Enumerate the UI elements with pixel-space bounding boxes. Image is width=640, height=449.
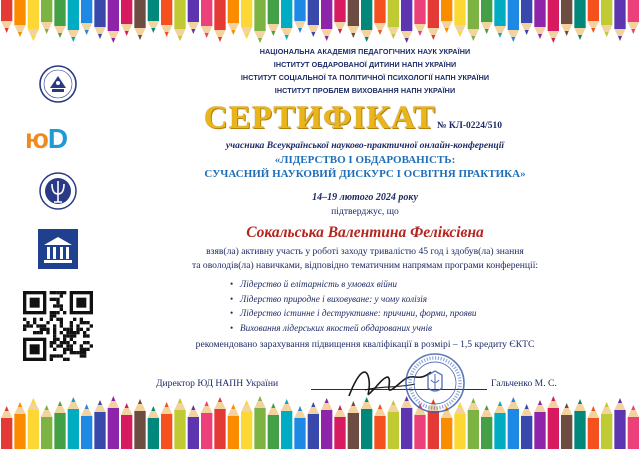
certificate-number: № КЛ-0224/510: [437, 121, 502, 131]
pencil-shape: [574, 0, 585, 40]
pencil-shape: [614, 398, 625, 449]
pencil-shape: [94, 400, 105, 449]
topics-list: [230, 277, 476, 335]
pencil-shape: [574, 399, 585, 449]
pencil-shape: [414, 0, 425, 36]
pencil-shape: [468, 0, 479, 41]
qr-code-icon[interactable]: [23, 291, 93, 366]
pencil-shape: [281, 399, 292, 449]
pencil-shape: [334, 0, 345, 34]
bullet-icon: •: [230, 279, 234, 289]
pencil-shape: [134, 0, 145, 40]
bullet-icon: •: [230, 293, 234, 304]
pencil-shape: [521, 0, 532, 35]
pencil-shape: [214, 397, 225, 449]
pencil-shape: [628, 0, 639, 34]
recipient-name: Сокальська Валентина Феліксівна: [246, 224, 484, 241]
pencil-shape: [601, 0, 612, 37]
organization-line: ІНСТИТУТ СОЦІАЛЬНОЇ ТА ПОЛІТИЧНОЇ ПСИХОЛОГІЇ НАПН УКРАЇНИ: [240, 73, 490, 82]
pencil-shape: [601, 402, 612, 449]
pencil-shape: [241, 0, 252, 39]
pencil-shape: [374, 404, 385, 449]
pencil-shape: [254, 396, 265, 449]
pencil-border-top: [0, 0, 640, 48]
pencil-shape: [134, 399, 145, 449]
pencil-shape: [508, 0, 519, 42]
pencil-shape: [214, 0, 225, 42]
pencil-shape: [454, 0, 465, 37]
pencil-shape: [228, 404, 239, 449]
pencil-shape: [121, 403, 132, 449]
pencil-shape: [28, 0, 39, 41]
pencil-shape: [308, 402, 319, 449]
pencil-shape: [388, 0, 399, 39]
pencil-shape: [481, 405, 492, 449]
official-stamp-icon: [404, 352, 466, 419]
conference-title-line-1: «ЛІДЕРСТВО І ОБДАРОВАНІСТЬ:: [274, 154, 456, 166]
pencil-shape: [481, 0, 492, 34]
pencil-shape: [401, 0, 412, 43]
pencil-shape: [294, 406, 305, 449]
pencil-shape: [494, 0, 505, 38]
pencil-border-bottom: [0, 391, 640, 449]
pencil-shape: [294, 0, 305, 33]
pencil-shape: [588, 0, 599, 33]
pencil-shape: [121, 0, 132, 36]
pencil-shape: [188, 405, 199, 449]
pencil-shape: [1, 406, 12, 449]
pencil-shape: [254, 0, 265, 43]
pencil-shape: [28, 398, 39, 449]
pencil-shape: [81, 404, 92, 449]
pencil-shape: [561, 0, 572, 36]
pencil-shape: [41, 405, 52, 449]
pencil-shape: [108, 0, 119, 43]
pencil-shape: [81, 0, 92, 35]
pencil-shape: [614, 0, 625, 41]
institute-building-icon: [38, 229, 78, 274]
pencil-shape: [281, 0, 292, 40]
pencil-shape: [201, 401, 212, 449]
confirms-text: підтверджує, що: [331, 206, 399, 217]
pencil-shape: [441, 0, 452, 33]
recommendation-text: рекомендовано зарахування підвищення кваліфікації в розмірі – 1,5 кредиту ЄКТС: [195, 339, 535, 350]
organization-line: ІНСТИТУТ ОБДАРОВАНОЇ ДИТИНИ НАПН УКРАЇНИ: [273, 60, 457, 69]
pencil-shape: [334, 405, 345, 449]
psi-logo-icon: [38, 169, 78, 218]
bullet-icon: •: [230, 308, 234, 319]
iod-logo-icon: юD: [25, 123, 68, 154]
organization-line: ІНСТИТУТ ПРОБЛЕМ ВИХОВАННЯ НАПН УКРАЇНИ: [274, 86, 456, 95]
pencil-shape: [628, 405, 639, 449]
pencil-shape: [534, 400, 545, 449]
conference-title-line-2: СУЧАСНИЙ НАУКОВИЙ ДИСКУРС І ОСВІТНЯ ПРАКТИКА»: [204, 168, 526, 180]
bullet-icon: •: [230, 322, 234, 333]
pencil-shape: [468, 398, 479, 449]
pencil-shape: [148, 406, 159, 449]
topic-label: Лідерство природне і виховуване: у чому колізія: [240, 293, 428, 304]
pencil-shape: [348, 0, 359, 38]
pencil-shape: [508, 397, 519, 449]
organization-line: НАЦІОНАЛЬНА АКАДЕМІЯ ПЕДАГОГІЧНИХ НАУК УКРАЇНИ: [259, 47, 471, 56]
pencil-shape: [561, 403, 572, 449]
pencil-shape: [374, 0, 385, 35]
pencil-shape: [321, 398, 332, 449]
pencil-shape: [494, 401, 505, 449]
participant-line: учасника Всеукраїнської науково-практичної онлайн-конференції: [225, 140, 505, 151]
pencil-shape: [108, 396, 119, 449]
topic-item: [230, 321, 476, 336]
pencil-shape: [228, 0, 239, 35]
pencil-shape: [548, 0, 559, 43]
body-text-line-1: взяв(ла) активну участь у роботі заходу тривалістю 45 год і здобув(ла) знання: [206, 246, 524, 257]
pencil-shape: [188, 0, 199, 34]
pencil-shape: [94, 0, 105, 39]
pencil-shape: [268, 403, 279, 449]
pencil-shape: [14, 0, 25, 37]
conference-dates: 14–19 лютого 2024 року: [312, 192, 418, 203]
body-text-line-2: та оволодів(ла) навичками, відповідно тематичним напрямам програми конференції:: [191, 260, 539, 271]
pencil-shape: [428, 0, 439, 40]
certificate-title: СЕРТИФІКАТ: [203, 100, 437, 136]
pencil-shape: [521, 404, 532, 449]
topic-item: [230, 277, 476, 292]
pencil-shape: [588, 406, 599, 449]
signatory-title: Директор ЮД НАПН України: [156, 378, 279, 389]
pencil-shape: [68, 397, 79, 449]
napn-logo-icon: [38, 64, 78, 109]
pencil-shape: [161, 402, 172, 449]
pencil-shape: [54, 0, 65, 38]
topic-label: Виховання лідерських якостей обдарованих учнів: [240, 322, 432, 333]
signatory-name: Гальченко М. С.: [491, 378, 557, 389]
pencil-shape: [14, 402, 25, 449]
topic-label: Лідерство й елітарність в умовах війни: [240, 279, 397, 289]
pencil-shape: [174, 398, 185, 449]
pencil-shape: [548, 396, 559, 449]
pencil-shape: [54, 401, 65, 449]
pencil-shape: [201, 0, 212, 38]
pencil-shape: [68, 0, 79, 42]
pencil-shape: [148, 0, 159, 33]
pencil-shape: [308, 0, 319, 37]
pencil-shape: [161, 0, 172, 37]
topic-item: [230, 292, 476, 307]
topic-item: [230, 306, 476, 321]
pencil-shape: [534, 0, 545, 39]
pencil-shape: [241, 400, 252, 449]
pencil-shape: [268, 0, 279, 36]
pencil-shape: [1, 0, 12, 33]
pencil-shape: [321, 0, 332, 41]
pencil-shape: [174, 0, 185, 41]
pencil-shape: [41, 0, 52, 34]
pencil-shape: [361, 0, 372, 42]
topic-label: Лідерство істинне і деструктивне: причини, форми, прояви: [240, 308, 477, 319]
